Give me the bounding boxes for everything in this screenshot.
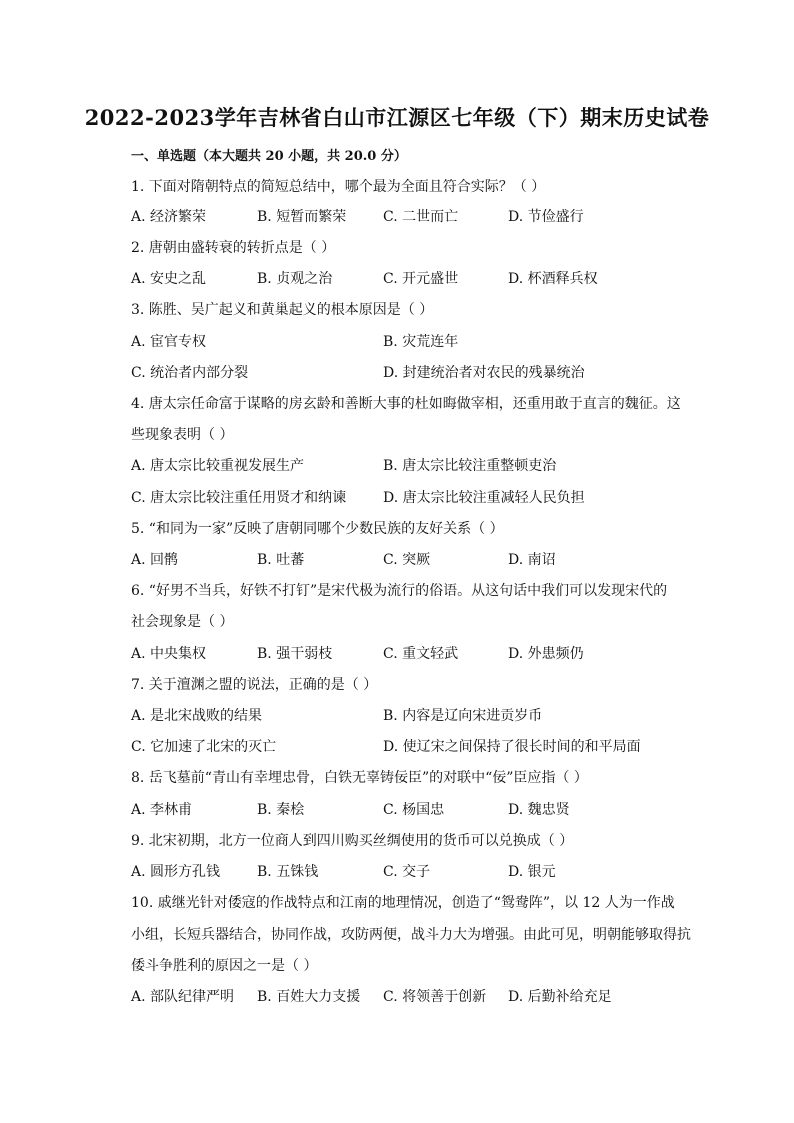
q4-option-b: B. 唐太宗比较注重整顿吏治 bbox=[383, 458, 557, 474]
q7-option-d: D. 使辽宋之间保持了很长时间的和平局面 bbox=[383, 739, 641, 755]
q5-option-a: A. 回鹘 bbox=[131, 552, 179, 568]
q8-option-c: C. 杨国忠 bbox=[383, 802, 445, 818]
question-4-stem-line-2: 些现象表明（ ） bbox=[131, 427, 234, 443]
section-header: 一、单选题（本大题共 20 小题，共 20.0 分） bbox=[131, 149, 407, 164]
q8-option-b: B. 秦桧 bbox=[257, 802, 305, 818]
question-8-stem: 8. 岳飞墓前“青山有幸埋忠骨，白铁无辜铸佞臣”的对联中“佞”臣应指（ ） bbox=[131, 770, 588, 786]
q10-option-d: D. 后勤补给充足 bbox=[508, 989, 612, 1005]
q3-option-c: C. 统治者内部分裂 bbox=[131, 365, 249, 381]
q4-option-d: D. 唐太宗比较注重减轻人民负担 bbox=[383, 490, 585, 506]
question-2-stem: 2. 唐朝由盛转衰的转折点是（ ） bbox=[131, 240, 336, 256]
q3-option-d: D. 封建统治者对农民的残暴统治 bbox=[383, 365, 585, 381]
q8-option-a: A. 李林甫 bbox=[131, 802, 193, 818]
question-6-stem-line-1: 6. “好男不当兵，好铁不打钉”是宋代极为流行的俗语。从这句话中我们可以发现宋代的 bbox=[131, 583, 668, 599]
q5-option-b: B. 吐蕃 bbox=[257, 552, 305, 568]
q9-option-a: A. 圆形方孔钱 bbox=[131, 864, 221, 880]
question-10-stem-line-2: 小组，长短兵器结合，协同作战，攻防两便，战斗力大为增强。由此可见，明朝能够取得抗 bbox=[131, 927, 691, 943]
q3-option-b: B. 灾荒连年 bbox=[383, 334, 459, 350]
q6-option-a: A. 中央集权 bbox=[131, 646, 207, 662]
q6-option-b: B. 强干弱枝 bbox=[257, 646, 333, 662]
q9-option-d: D. 银元 bbox=[508, 864, 556, 880]
q2-option-c: C. 开元盛世 bbox=[383, 271, 459, 287]
q1-option-a: A. 经济繁荣 bbox=[131, 209, 207, 225]
question-10-stem-line-1: 10. 戚继光针对倭寇的作战特点和江南的地理情况，创造了“鸳鸯阵”，以 12 人为一作战 bbox=[131, 895, 675, 911]
q9-option-b: B. 五铢钱 bbox=[257, 864, 319, 880]
q5-option-c: C. 突厥 bbox=[383, 552, 431, 568]
q10-option-c: C. 将领善于创新 bbox=[383, 989, 487, 1005]
question-6-stem-line-2: 社会现象是（ ） bbox=[131, 614, 234, 630]
q9-option-c: C. 交子 bbox=[383, 864, 431, 880]
q6-option-d: D. 外患频仍 bbox=[508, 646, 584, 662]
question-1-stem: 1. 下面对隋朝特点的简短总结中，哪个最为全面且符合实际？（ ） bbox=[131, 179, 546, 195]
question-5-stem: 5. “和同为一家”反映了唐朝同哪个少数民族的友好关系（ ） bbox=[131, 521, 504, 537]
question-3-stem: 3. 陈胜、吴广起义和黄巢起义的根本原因是（ ） bbox=[131, 302, 434, 318]
q1-option-b: B. 短暂而繁荣 bbox=[257, 209, 347, 225]
q2-option-b: B. 贞观之治 bbox=[257, 271, 333, 287]
q1-option-d: D. 节俭盛行 bbox=[508, 209, 584, 225]
q2-option-a: A. 安史之乱 bbox=[131, 271, 207, 287]
question-7-stem: 7. 关于澶渊之盟的说法，正确的是（ ） bbox=[131, 677, 378, 693]
q2-option-d: D. 杯酒释兵权 bbox=[508, 271, 598, 287]
q10-option-b: B. 百姓大力支援 bbox=[257, 989, 361, 1005]
page-title: 2022-2023学年吉林省白山市江源区七年级（下）期末历史试卷 bbox=[84, 105, 710, 130]
question-4-stem-line-1: 4. 唐太宗任命富于谋略的房玄龄和善断大事的杜如晦做宰相，还重用敢于直言的魏征。这 bbox=[131, 396, 681, 412]
q5-option-d: D. 南诏 bbox=[508, 552, 556, 568]
q1-option-c: C. 二世而亡 bbox=[383, 209, 459, 225]
q4-option-c: C. 唐太宗比较注重任用贤才和纳谏 bbox=[131, 490, 347, 506]
q7-option-c: C. 它加速了北宋的灭亡 bbox=[131, 739, 277, 755]
q4-option-a: A. 唐太宗比较重视发展生产 bbox=[131, 458, 305, 474]
q7-option-b: B. 内容是辽向宋进贡岁币 bbox=[383, 708, 543, 724]
q7-option-a: A. 是北宋战败的结果 bbox=[131, 708, 263, 724]
q6-option-c: C. 重文轻武 bbox=[383, 646, 459, 662]
q10-option-a: A. 部队纪律严明 bbox=[131, 989, 235, 1005]
q8-option-d: D. 魏忠贤 bbox=[508, 802, 570, 818]
question-10-stem-line-3: 倭斗争胜利的原因之一是（ ） bbox=[131, 958, 318, 974]
question-9-stem: 9. 北宋初期，北方一位商人到四川购买丝绸使用的货币可以兑换成（ ） bbox=[131, 833, 574, 849]
q3-option-a: A. 宦官专权 bbox=[131, 334, 207, 350]
